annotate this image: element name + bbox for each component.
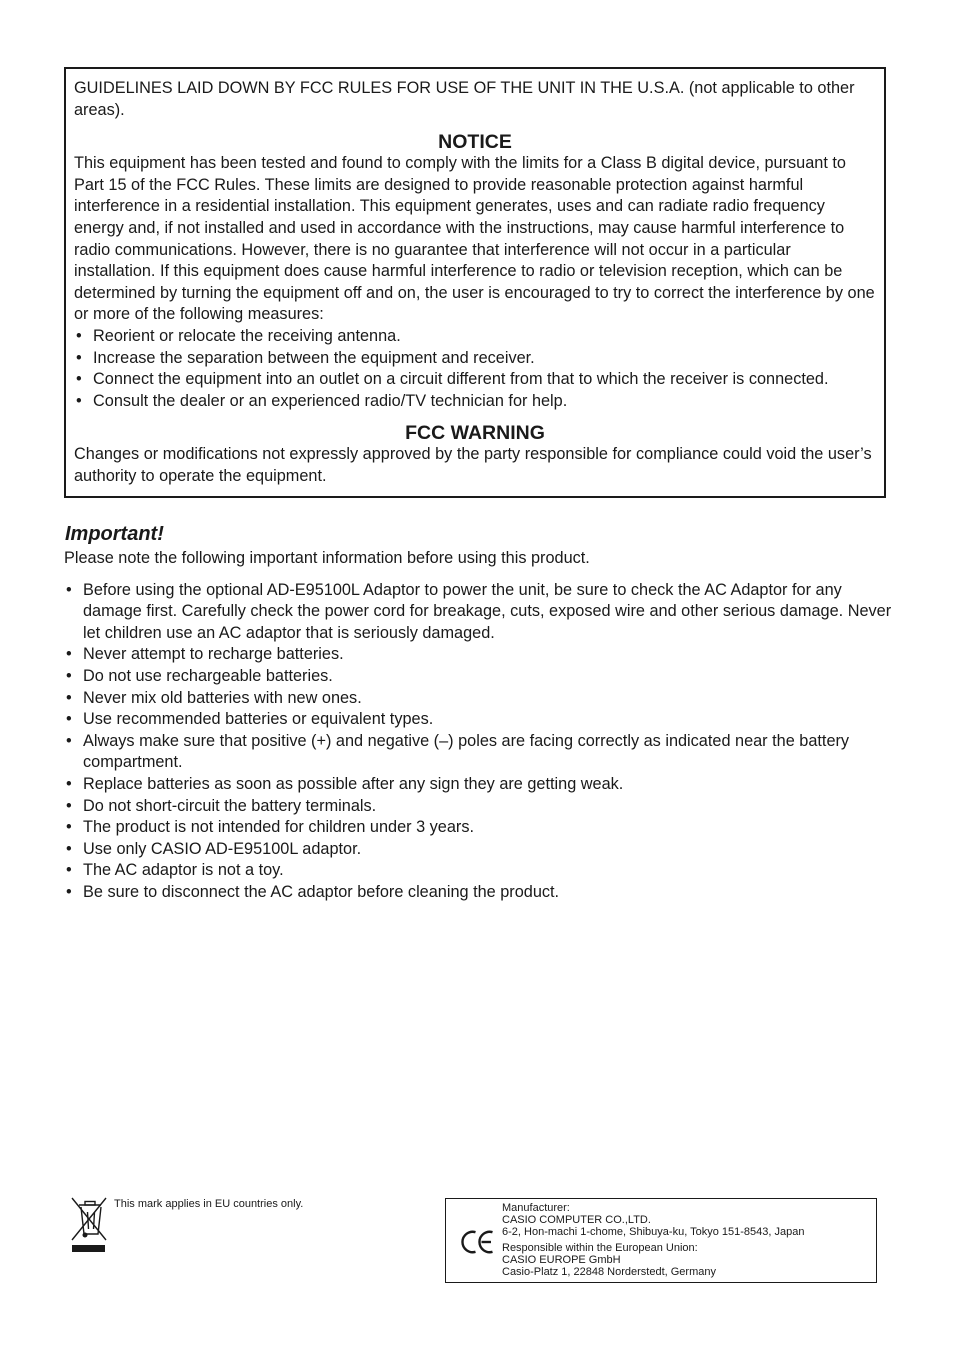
fcc-warning-text: Changes or modifications not expressly approved by the party responsible for compliance could void the user’s authority to operate the equipment. xyxy=(74,445,872,485)
bullet-icon: • xyxy=(66,666,72,685)
list-item: • Use only CASIO AD-E95100L adaptor. xyxy=(64,839,894,861)
ce-mark-icon xyxy=(461,1229,495,1255)
list-item: • Consult the dealer or an experienced radio/TV technician for help. xyxy=(74,391,876,413)
bullet-icon: • xyxy=(66,688,72,707)
important-section xyxy=(64,522,894,904)
list-item: • Do not use rechargeable batteries. xyxy=(64,666,894,688)
bullet-icon: • xyxy=(76,370,82,389)
bullet-icon: • xyxy=(66,580,72,599)
important-intro: Please note the following important information before using this product. xyxy=(64,549,590,567)
eu-responsible-label: Responsible within the European Union: xyxy=(502,1242,698,1254)
list-item: • Always make sure that positive (+) and negative (–) poles are facing correctly as indicated near the battery compartment. xyxy=(66,731,850,772)
important-list xyxy=(64,580,894,904)
list-item: • Do not short-circuit the battery terminals. xyxy=(64,796,894,818)
bullet-icon: • xyxy=(66,731,72,750)
fcc-measures-list xyxy=(74,326,876,412)
bullet-icon: • xyxy=(66,882,72,901)
list-item: • Before using the optional AD-E95100L Adaptor to power the unit, be sure to check the AC Adaptor for any damage first. Carefully check the power cord for breakage, cuts, exposed wire and other serious damage. Never let children use an AC adaptor that is seriously damaged. xyxy=(66,580,892,642)
bullet-icon: • xyxy=(76,326,82,345)
manufacturer-details xyxy=(502,1202,804,1278)
list-item: • Be sure to disconnect the AC adaptor before cleaning the product. xyxy=(64,882,894,904)
list-item: • Connect the equipment into an outlet on a circuit different from that to which the receiver is connected. xyxy=(74,369,876,391)
bullet-icon: • xyxy=(66,818,72,837)
eu-address: Casio-Platz 1, 22848 Norderstedt, Germany xyxy=(502,1266,716,1278)
fcc-notice-box xyxy=(64,67,886,498)
list-item: • Use recommended batteries or equivalent types. xyxy=(64,709,894,731)
bullet-icon: • xyxy=(66,774,72,793)
bullet-icon: • xyxy=(76,348,82,367)
weee-text: This mark applies in EU countries only. xyxy=(114,1198,304,1210)
list-item: • Increase the separation between the equipment and receiver. xyxy=(74,348,876,370)
bullet-icon: • xyxy=(66,861,72,880)
manufacturer-box xyxy=(445,1198,877,1283)
list-item: • Replace batteries as soon as possible after any sign they are getting weak. xyxy=(64,774,894,796)
weee-notice xyxy=(70,1196,430,1256)
eu-company: CASIO EUROPE GmbH xyxy=(502,1254,621,1266)
list-item: • The product is not intended for children under 3 years. xyxy=(64,817,894,839)
list-item: • Never mix old batteries with new ones. xyxy=(64,688,894,710)
fcc-intro: GUIDELINES LAID DOWN BY FCC RULES FOR USE OF THE UNIT IN THE U.S.A. (not applicable to other areas). xyxy=(74,79,855,119)
notice-heading: NOTICE xyxy=(438,131,512,154)
bullet-icon: • xyxy=(66,710,72,729)
notice-text: This equipment has been tested and found to comply with the limits for a Class B digital device, pursuant to Part 15 of the FCC Rules. These limits are designed to provide reasonable protection against harmful interference in a residential installation. This equipment generates, uses and can radiate radio frequency energy and, if not installed and used in accordance with the instructions, may cause harmful interference to radio communications. However, there is no guarantee that interference will not occur in a particular installation. If this equipment does cause harmful interference to radio or television reception, which can be determined by turning the equipment off and on, the user is encouraged to try to correct the interference by one or more of the following measures: xyxy=(74,154,875,324)
bullet-icon: • xyxy=(66,796,72,815)
crossed-out-wheelie-bin-icon xyxy=(70,1196,108,1254)
manufacturer-label: Manufacturer: xyxy=(502,1202,570,1214)
manufacturer-company: CASIO COMPUTER CO.,LTD. xyxy=(502,1214,651,1226)
list-item: • Reorient or relocate the receiving antenna. xyxy=(74,326,876,348)
list-item: • The AC adaptor is not a toy. xyxy=(64,860,894,882)
bullet-icon: • xyxy=(76,391,82,410)
fcc-warning-heading: FCC WARNING xyxy=(405,422,545,445)
important-heading: Important! xyxy=(65,523,164,545)
manufacturer-address: 6-2, Hon-machi 1-chome, Shibuya-ku, Tokyo 151-8543, Japan xyxy=(502,1226,805,1238)
bullet-icon: • xyxy=(66,645,72,664)
bullet-icon: • xyxy=(66,839,72,858)
list-item: • Never attempt to recharge batteries. xyxy=(64,644,894,666)
